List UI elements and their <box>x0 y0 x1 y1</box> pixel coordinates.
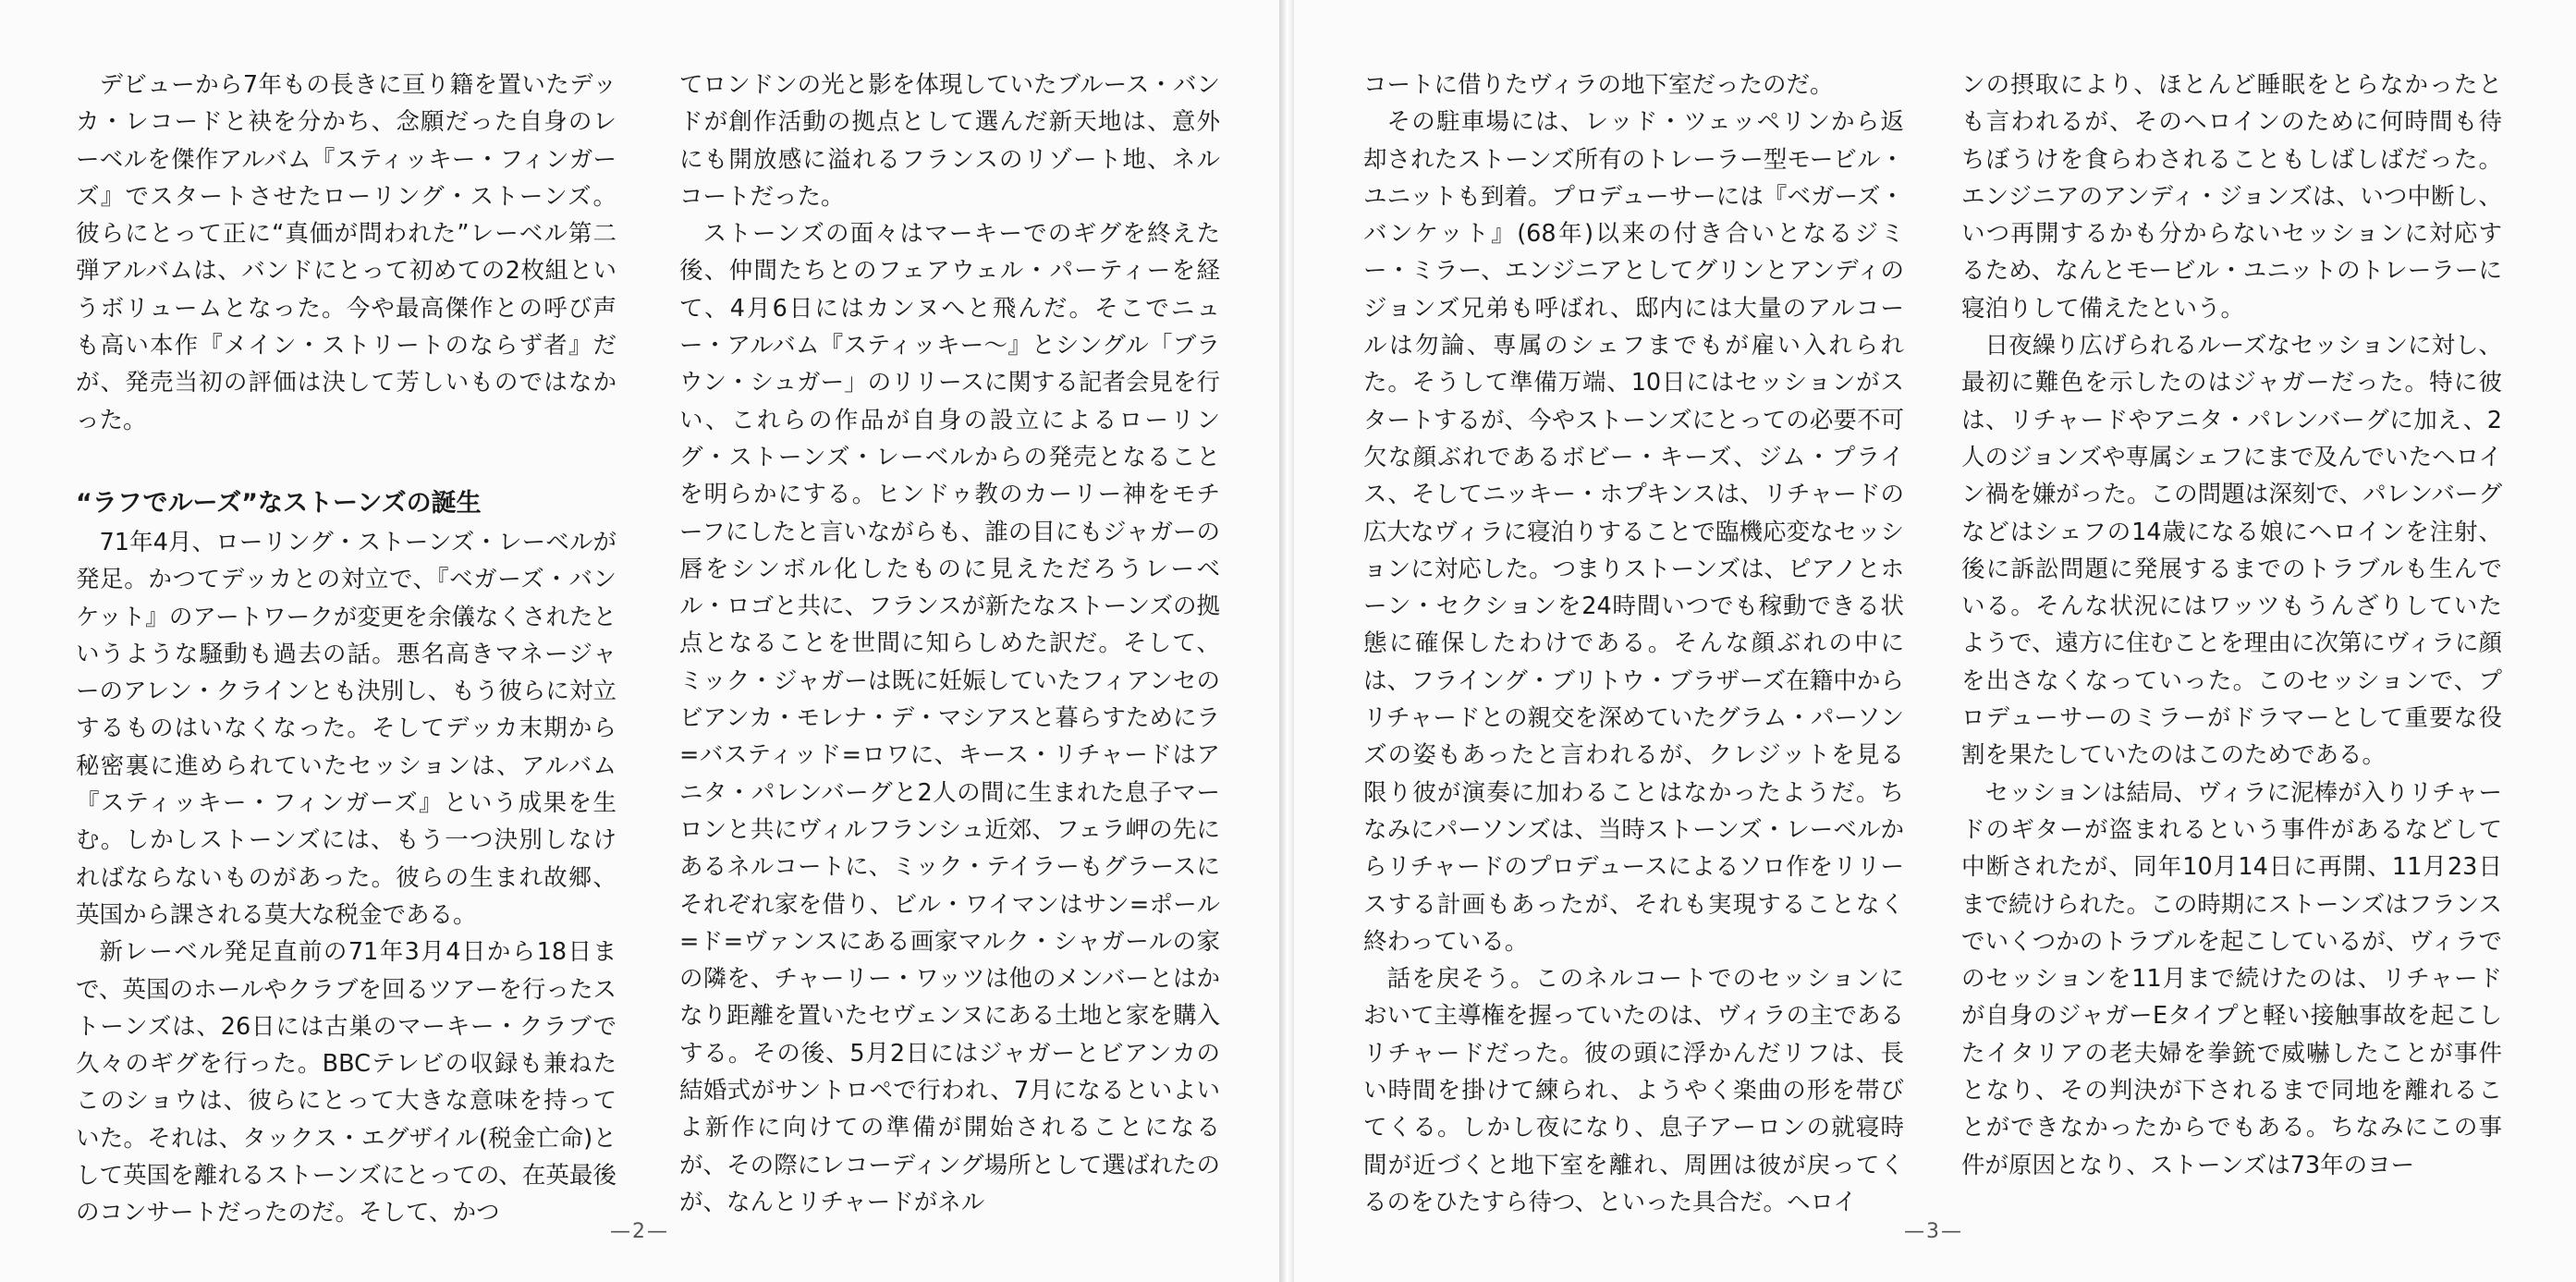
paragraph: 新レーベル発足直前の71年3月4日から18日まで、英国のホールやクラブを回るツアーを行ったストーンズは、26日には古巣のマーキー・クラブで久々のギグを行った。BBCテレビの収録も兼ねたこのショウは、彼らにとって大きな意味を持っていた。それは、タックス・エグザイル(税金亡命)として英国を離れるストーンズにとっての、在英最後のコンサートだったのだ。そして、かつ <box>76 938 617 1227</box>
paragraph: デビューから7年もの長きに亘り籍を置いたデッカ・レコードと袂を分かち、念願だった自身のレーベルを傑作アルバム『スティッキー・フィンガーズ』でスタートさせたローリング・ストーンズ。彼らにとって正に“真価が問われた”レーベル第二弾アルバムは、バンドにとって初めての2枚組というボリュームとなった。今や最高傑作との呼び声も高い本作『メイン・ストリートのならず者』だが、発売当初の評価は決して芳しいものではなかった。 <box>76 71 617 434</box>
right-column-2 <box>1961 67 2502 1184</box>
section-heading: “ラフでルーズ”なストーンズの誕生 <box>76 488 482 518</box>
paragraph: その駐車場には、レッド・ツェッペリンから返却されたストーンズ所有のトレーラー型モービル・ユニットも到着。プロデューサーには『ベガーズ・バンケット』(68年)以来の付き合いとなるジミー・ミラー、エンジニアとしてグリンとアンディのジョンズ兄弟も呼ばれ、邸内には大量のアルコールは勿論、専属のシェフまでもが雇い入れられた。そうして準備万端、10日にはセッションがスタートするが、今やストーンズにとっての必要不可欠な顔ぶれであるボビー・キーズ、ジム・プライス、そしてニッキー・ホプキンスは、リチャードの広大なヴィラに寝泊りすることで臨機応変なセッションに対応した。つまりストーンズは、ピアノとホーン・セクションを24時間いつでも稼動できる状態に確保したわけである。そんな顔ぶれの中には、フライング・ブリトウ・ブラザーズ在籍中からリチャードとの親交を深めていたグラム・パーソンズの姿もあったと言われるが、クレジットを見る限り彼が演奏に加わることはなかったようだ。ちなみにパーソンズは、当時ストーンズ・レーベルからリチャードのプロデュースによるソロ作をリリースする計画もあったが、それも実現することなく終わっている。 <box>1363 108 1904 956</box>
left-page <box>0 0 1279 1282</box>
paragraph: ストーンズの面々はマーキーでのギグを終えた後、仲間たちとのフェアウェル・パーティーを経て、4月6日にはカンヌへと飛んだ。そこでニュー・アルバム『スティッキー〜』とシングル「ブラウン・シュガー」のリリースに関する記者会見を行い、これらの作品が自身の設立によるローリング・ストーンズ・レーベルからの発売となることを明らかにする。ヒンドゥ教のカーリー神をモチーフにしたと言いながらも、誰の目にもジャガーの唇をシンボル化したものに見えただろうレーベル・ロゴと共に、フランスが新たなストーンズの拠点となることを世間に知らしめた訳だ。そして、ミック・ジャガーは既に妊娠していたフィアンセのビアンカ・モレナ・デ・マシアスと暮らすためにラ=バスティッド=ロワに、キース・リチャードはアニタ・パレンバーグと2人の間に生まれた息子マーロンと共にヴィルフランシュ近郊、フェラ岬の先にあるネルコートに、ミック・テイラーもグラースにそれぞれ家を借り、ビル・ワイマンはサン=ポール=ド=ヴァンスにある画家マルク・シャガールの家の隣を、チャーリー・ワッツは他のメンバーとはかなり距離を置いたセヴェンヌにある土地と家を購入する。その後、5月2日にはジャガーとビアンカの結婚式がサントロペで行われ、7月になるといよいよ新作に向けての準備が開始されることになるが、その際にレコーディング場所として選ばれたのが、なんとリチャードがネル <box>679 220 1220 1216</box>
paragraph: 日夜繰り広げられるルーズなセッションに対し、最初に難色を示したのはジャガーだった。特に彼は、リチャードやアニタ・パレンバーグに加え、2人のジョンズや専属シェフにまで及んでいたヘロイン禍を嫌がった。この問題は深刻で、パレンバーグなどはシェフの14歳になる娘にヘロインを注射、後に訴訟問題に発展するまでのトラブルも生んでいる。そんな状況にはワッツもうんざりしていたようで、遠方に住むことを理由に次第にヴィラに顔を出さなくなっていった。このセッションで、プロデューサーのミラーがドラマーとして重要な役割を果たしていたのはこのためである。 <box>1961 332 2502 770</box>
paragraph: ンの摂取により、ほとんど睡眠をとらなかったとも言われるが、そのヘロインのために何時間も待ちぼうけを食らわされることもしばしばだった。エンジニアのアンディ・ジョンズは、いつ中断し、いつ再開するかも分からないセッションに対応するため、なんとモービル・ユニットのトレーラーに寝泊りして備えたという。 <box>1961 71 2502 323</box>
paragraph: セッションは結局、ヴィラに泥棒が入りリチャードのギターが盗まれるという事件があるなどして中断されたが、同年10月14日に再開、11月23日まで続けられた。この時期にストーンズはフランスでいくつかのトラブルを起こしているが、ヴィラでのセッションを11月まで続けたのは、リチャードが自身のジャガーEタイプと軽い接触事故を起こしたイタリアの老夫婦を拳銃で威嚇したことが事件となり、その判決が下されるまで同地を離れることができなかったからでもある。ちなみにこの事件が原因となり、ストーンズは73年のヨー <box>1961 778 2502 1179</box>
paragraph: コートに借りたヴィラの地下室だったのだ。 <box>1363 71 1834 99</box>
paragraph: 71年4月、ローリング・ストーンズ・レーベルが発足。かつてデッカとの対立で、『ベガーズ・バンケット』のアートワークが変更を余儀なくされたというような騒動も過去の話。悪名高きマネージャーのアレン・クラインとも決別し、もう彼らに対立するものはいなくなった。そしてデッカ末期から秘密裏に進められていたセッションは、アルバム『スティッキー・フィンガーズ』という成果を生む。しかしストーンズには、もう一つ決別しなければならないものがあった。彼らの生まれ故郷、英国から課される莫大な税金である。 <box>76 528 617 929</box>
right-page <box>1294 0 2576 1282</box>
page-number-right: —3— <box>1904 1220 1963 1243</box>
book-gutter <box>1279 0 1294 1282</box>
spacer <box>76 439 617 476</box>
paragraph: てロンドンの光と影を体現していたブルース・バンドが創作活動の拠点として選んだ新天地は、意外にも開放感に溢れるフランスのリゾート地、ネルコートだった。 <box>679 71 1220 211</box>
paragraph: 話を戻そう。このネルコートでのセッションにおいて主導権を握っていたのは、ヴィラの主であるリチャードだった。彼の頭に浮かんだリフは、長い時間を掛けて練られ、ようやく楽曲の形を帯びてくる。しかし夜になり、息子アーロンの就寝時間が近づくと地下室を離れ、周囲は彼が戻ってくるのをひたすら待つ、といった具合だ。ヘロイ <box>1363 965 1904 1216</box>
left-column-2 <box>679 67 1220 1221</box>
page-number-left: —2— <box>610 1220 669 1243</box>
right-column-1 <box>1363 67 1904 1221</box>
left-column-1 <box>76 67 617 1232</box>
